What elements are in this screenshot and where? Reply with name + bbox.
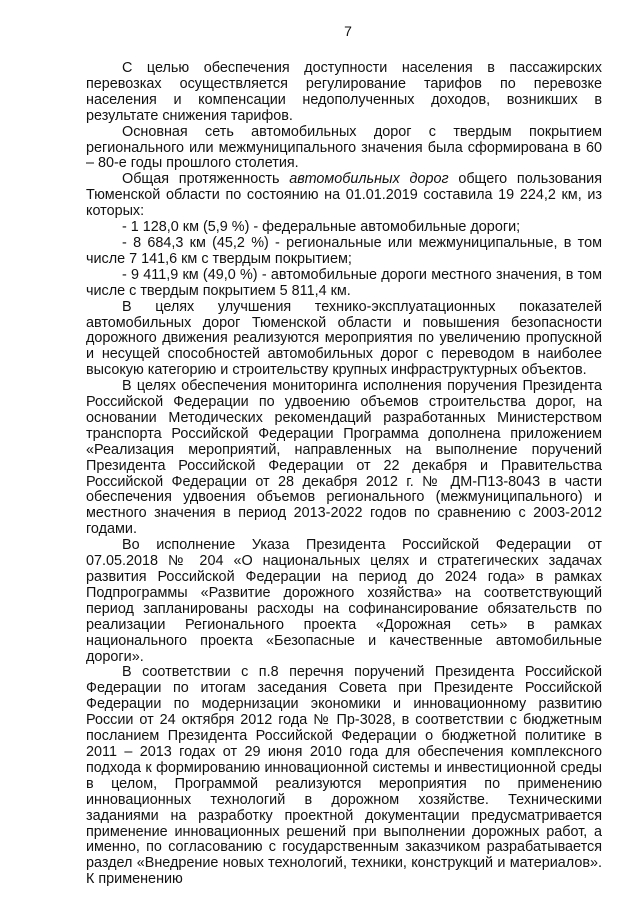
- list-item-regional-roads: - 8 684,3 км (45,2 %) - региональные или межмуниципальные, в том числе 7 141,6 км с твердым покрытием;: [86, 234, 602, 267]
- list-item-federal-roads: - 1 128,0 км (5,9 %) - федеральные автомобильные дороги;: [122, 219, 521, 236]
- road-length-text-start: Общая протяженность: [122, 171, 290, 188]
- paragraph-passenger-tariffs: С целью обеспечения доступности населения в пассажирских перевозках осуществляется регулирование тарифов по перевозке населения и компенсации недополученных доходов, возникших в результате снижения тарифов.: [86, 60, 602, 124]
- paragraph-road-length: [86, 172, 602, 220]
- document-page: [86, 22, 602, 888]
- paragraph-monitoring: В целях обеспечения мониторинга исполнения поручения Президента Российской Федерации по удвоению объемов строительства дорог, на основании Методических рекомендаций разработанных Министерством транспорта Российской Федерации Программа дополнена приложением «Реализация мероприятий, направленных на выполнение поручений Президента Российской Федерации от 22 декабря и Правительства Российской Федерации от 28 декабря 2012 г. № ДМ-П13-8043 в части обеспечения удвоения объемов регионального (межмуниципального) и местного значения в период 2013-2022 годов по сравнению с 2003-2012 годами.: [86, 378, 602, 538]
- paragraph-road-improvement: В целях улучшения технико-эксплуатационных показателей автомобильных дорог Тюменской области и повышения безопасности дорожного движения реализуются мероприятия по увеличению пропускной и несущей способностей автомобильных дорог с переводом в наиболее высокую категорию и строительству крупных инфраструктурных объектов.: [86, 298, 602, 379]
- paragraph-road-network-history: Основная сеть автомобильных дорог с твердым покрытием регионального или межмуниципального значения была сформирована в 60 – 80-е годы прошлого столетия.: [86, 123, 602, 172]
- paragraph-decree-204: Во исполнение Указа Президента Российской Федерации от 07.05.2018 № 204 «О национальных целях и стратегических задачах развития Российской Федерации на период до 2024 года» в рамках Подпрограммы «Развитие дорожного хозяйства» на соответствующий период запланированы расходы на софинансирование обязательств по реализации Регионального проекта «Дорожная сеть» в рамках национального проекта «Безопасные и качественные автомобильные дороги».: [86, 537, 602, 665]
- page-number: 7: [344, 23, 352, 39]
- road-length-text-end: общего пользования Тюменской области по состоянию на 01.01.2019 составила 19 224,2 км, из которых:: [86, 171, 602, 220]
- list-item-local-roads: - 9 411,9 км (49,0 %) - автомобильные дороги местного значения, в том числе с твердым покрытием 5 811,4 км.: [86, 266, 602, 299]
- paragraph-innovations: В соответствии с п.8 перечня поручений Президента Российской Федерации по итогам заседания Совета при Президенте Российской Федерации по модернизации экономики и инновационному развитию России от 24 октября 2012 года № Пр-3028, в соответствии с бюджетным посланием Президента Российской Федерации о бюджетной политике в 2011 – 2013 годах от 29 июня 2010 года для обеспечения комплексного подхода к формированию инновационной системы и инвестиционной среды в целом, Программой реализуются мероприятия по применению инновационных технологий в дорожном хозяйстве. Техническими заданиями на разработку проектной документации предусматривается применение инновационных решений при выполнении дорожных работ, а именно, по согласованию с государственным заказчиком разрабатывается раздел «Внедрение новых технологий, техники, конструкций и материалов». К применению: [86, 664, 602, 888]
- road-length-italic-term: автомобильных дорог: [289, 171, 449, 188]
